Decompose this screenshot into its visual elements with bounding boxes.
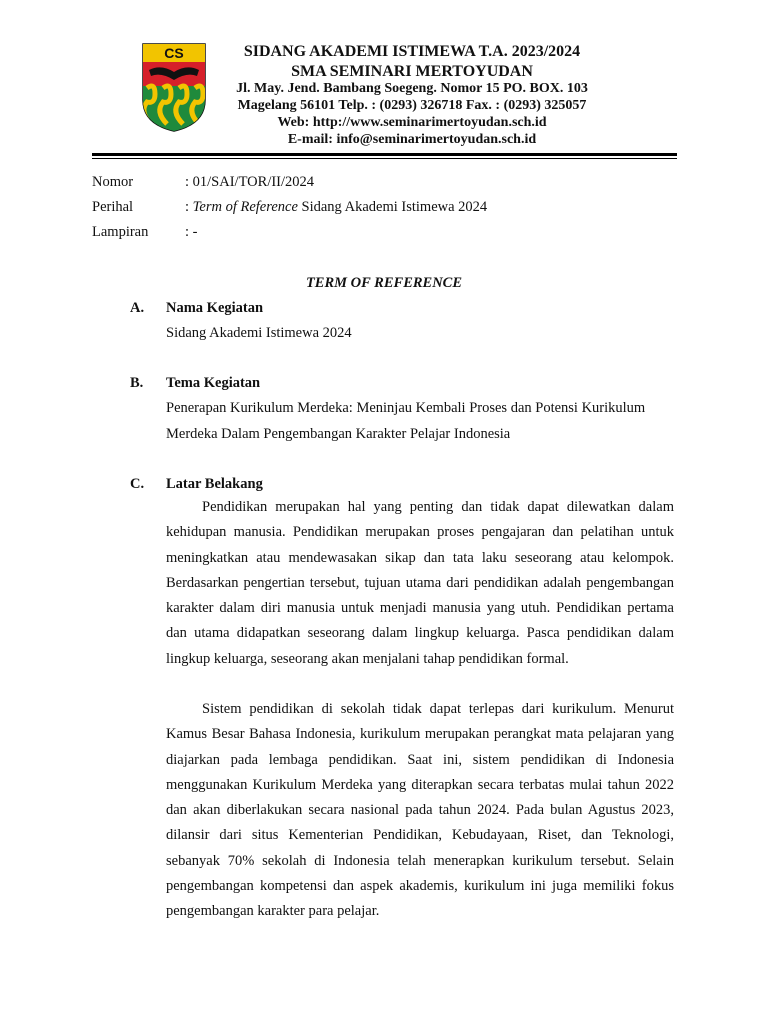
lampiran-value: : -: [185, 224, 198, 240]
letterhead-email: E-mail: info@seminarimertoyudan.sch.id: [287, 132, 537, 147]
letterhead-address: Jl. May. Jend. Bambang Soegeng. Nomor 15 PO. BOX. 103: [236, 81, 588, 96]
letterhead-web: Web: http://www.seminarimertoyudan.sch.id: [277, 115, 547, 130]
section-c-letter: C.: [130, 476, 145, 492]
letterhead-divider-thick: [92, 153, 677, 156]
perihal-rest: Sidang Akademi Istimewa 2024: [297, 199, 488, 215]
section-b-heading: Tema Kegiatan: [166, 375, 261, 391]
perihal-value: [185, 200, 487, 215]
section-c-paragraph-2: Sistem pendidikan di sekolah tidak dapat terlepas dari kurikulum. Menurut Kamus Besar Bahasa Indonesia, kurikulum merupakan perangkat mata pelajaran yang diajarkan pada lembaga pendidikan. Saat ini, sistem pendidikan di Indonesia menggunakan Kurikulum Merdeka yang diterapkan secara terbatas mulai tahun 2022 dan akan diberlakukan secara nasional pada tahun 2024. Pada bulan Agustus 2023, dilansir dari situs Kementerian Pendidikan, Kebudayaan, Riset, dan Teknologi, sebanyak 70% sekolah di Indonesia telah menerapkan kurikulum tersebut. Selain pengembangan kompetensi dan aspek akademis, kurikulum ini juga memiliki fokus pengembangan karakter para pelajar.: [166, 701, 674, 920]
section-b-text-line-1: Penerapan Kurikulum Merdeka: Meninjau Kembali Proses dan Potensi Kurikulum: [166, 400, 646, 416]
section-a-letter: A.: [130, 300, 145, 316]
section-c-heading: Latar Belakang: [166, 476, 263, 492]
school-crest-logo: [141, 42, 207, 132]
nomor-label: Nomor: [92, 174, 134, 190]
section-a-heading: Nama Kegiatan: [166, 300, 264, 316]
perihal-prefix: :: [185, 199, 193, 215]
section-b-letter: B.: [130, 375, 144, 391]
section-c-paragraph-1: Pendidikan merupakan hal yang penting dan tidak dapat dilewatkan dalam kehidupan manusia. Pendidikan merupakan proses pengajaran dan pelatihan untuk meningkatkan atau mendewasakan sikap dan tata laku seseorang atau kelompok. Berdasarkan pengertian tersebut, tujuan utama dari pendidikan adalah pengembangan karakter dalam diri manusia untuk menjadi manusia yang utuh. Pendidikan pertama dan utama didapatkan seseorang dalam lingkup keluarga. Pasca pendidikan dalam lingkup keluarga, seseorang akan menjalani tahap pendidikan formal.: [166, 499, 674, 667]
perihal-label: Perihal: [92, 199, 134, 215]
lampiran-label: Lampiran: [92, 224, 149, 240]
letterhead-line-2: SMA SEMINARI MERTOYUDAN: [291, 63, 533, 80]
logo-text: CS: [164, 45, 184, 61]
letterhead-divider-thin: [92, 158, 677, 159]
section-b-text-line-2: Merdeka Dalam Pengembangan Karakter Pelajar Indonesia: [166, 426, 511, 442]
document-title: TERM OF REFERENCE: [305, 275, 463, 291]
perihal-italic: Term of Reference: [192, 199, 298, 215]
section-a-text: Sidang Akademi Istimewa 2024: [166, 325, 352, 341]
letterhead-contact: Magelang 56101 Telp. : (0293) 326718 Fax. : (0293) 325057: [237, 98, 587, 113]
letterhead-line-1: SIDANG AKADEMI ISTIMEWA T.A. 2023/2024: [243, 43, 581, 60]
nomor-value: : 01/SAI/TOR/II/2024: [185, 174, 315, 190]
